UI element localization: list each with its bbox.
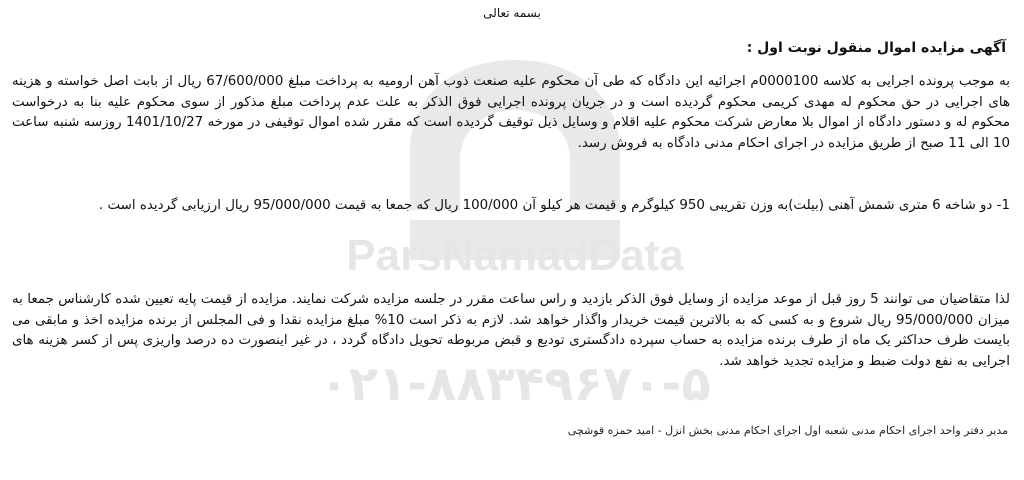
notice-signature: مدیر دفتر واحد اجرای احکام مدنی شعبه اول اجرای احکام مدنی بخش انزل - امید حمزه قوشچی bbox=[567, 424, 1008, 437]
watermark-brand: ParsNamadData bbox=[346, 231, 684, 280]
notice-paragraph-3: لذا متقاضیان می توانند 5 روز قبل از موعد مزایده از وسایل فوق الذکر بازدید و راس ساعت مقرر در جلسه مزایده شرکت نمایند. مزایده از قیمت پایه تعیین شده کارشناس جمعا به میزان 95/000/000 ریال شروع و به کسی که به بالاترین قیمت خریدار واگذار خواهد شد. لازم به ذکر است 10% مبلغ مزایده نقدا و فی المجلس از برنده مزایده اخذ و مابقی می بایست ظرف حداکثر یک ماه از طرف برنده مزایده به حساب سپرده دادگستری تودیع و قبض مربوطه تحویل دادگاه گردد ، در غیر اینصورت ده درصد واریزی پس از کسر هزینه های اجرایی به نفع دولت ضبط و مزایده تجدید خواهد شد. bbox=[12, 292, 1011, 369]
notice-paragraph-1: به موجب پرونده اجرایی به کلاسه 0000100م اجرائیه این دادگاه که طی آن محکوم علیه صنعت ذوب آهن ارومیه به پرداخت مبلغ 67/600/000 ریال از بابت اصل خواسته و هزینه های اجرایی در حق محکوم له مهدی کریمی محکوم گردیده است و در جریان پرونده اجرایی فوق الذکر به علت عدم پرداخت مبلغ مذکور از سوی محکوم علیه بنا به درخواست محکوم له و دستور دادگاه از اموال بلا معارض شرکت محکوم علیه اقلام و وسایل ذیل توقیف گردیده است که مقرر شده اموال توقیفی در مورخه 1401/10/27 روزسه شنبه ساعت 10 الی 11 صبح از طریق مزایده در اجرای احکام مدنی دادگاه به فروش رسد. bbox=[12, 74, 1010, 151]
watermark-bar-shape bbox=[410, 220, 620, 260]
document-heading: بسمه تعالی bbox=[483, 6, 541, 20]
watermark-phone: ۰۲۱-۸۸۳۴۹۶۷۰-۵ bbox=[319, 356, 711, 412]
notice-paragraph-2: 1- دو شاخه 6 متری شمش آهنی (بیلت)به وزن تقریبی 950 کیلوگرم و قیمت هر کیلو آن 100/000 ریال که جمعا به قیمت 95/000/000 ریال ارزیابی گردیده است . bbox=[98, 198, 1010, 213]
notice-title: آگهی مزایده اموال منقول نوبت اول : bbox=[746, 40, 1006, 56]
